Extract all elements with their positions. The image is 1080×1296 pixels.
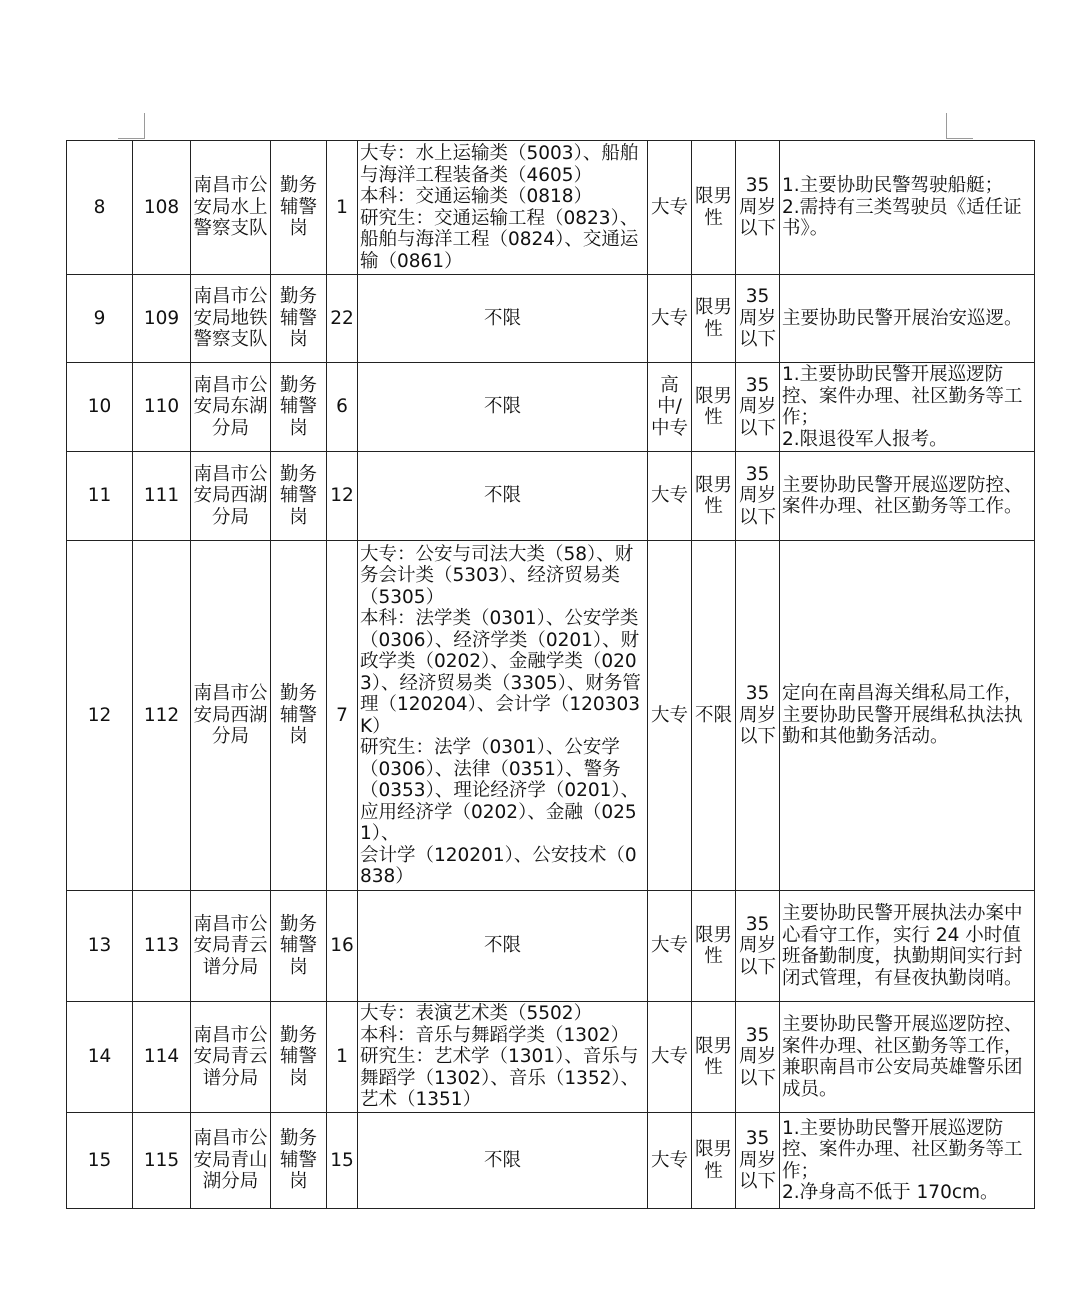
code-cell: 112 [133,541,191,891]
crop-mark-left-h [118,138,144,139]
gender-cell: 限男性 [692,452,736,541]
gender-cell: 限男性 [692,275,736,363]
remark-line: 主要协助民警开展执法办案中心看守工作，实行 24 小时值班备勤制度，执勤期间实行封闭式管理，有昼夜执勤岗哨。 [782,903,1023,989]
edu-cell: 大专 [648,1113,692,1209]
code-cell: 114 [133,1002,191,1113]
remark-line: 主要协助民警开展巡逻防控、案件办理、社区勤务等工作。 [782,474,1023,517]
age-cell: 35周岁以下 [736,141,780,275]
unit-cell: 南昌市公安局西湖分局 [191,541,271,891]
major-cell [358,141,648,275]
age-cell: 35周岁以下 [736,363,780,452]
gender-cell: 限男性 [692,141,736,275]
unit-cell: 南昌市公安局水上警察支队 [191,141,271,275]
major-line: 研究生：艺术学（1301）、音乐与舞蹈学（1302）、音乐（1352）、艺术（1351） [360,1046,640,1111]
major-cell [358,363,648,452]
major-line: 大专：公安与司法大类（58）、财务会计类（5303）、经济贸易类（5305） [360,543,634,608]
table-row [67,275,1035,363]
remark-line: 定向在南昌海关缉私局工作，主要协助民警开展缉私执法执勤和其他勤务活动。 [782,683,1023,748]
count-cell: 12 [327,452,358,541]
major-cell [358,1113,648,1209]
gender-cell: 不限 [692,541,736,891]
seq-cell: 13 [67,891,133,1002]
code-cell: 115 [133,1113,191,1209]
age-cell: 35周岁以下 [736,1002,780,1113]
count-cell: 22 [327,275,358,363]
remark-cell [780,452,1035,541]
unit-cell: 南昌市公安局青云谱分局 [191,891,271,1002]
major-cell [358,275,648,363]
post-cell: 勤务辅警岗 [271,452,327,541]
remark-line: 1.主要协助民警开展巡逻防控、案件办理、社区勤务等工作； [782,1117,1023,1182]
major-line: 不限 [483,1149,521,1171]
major-line: 大专：水上运输类（5003）、船舶与海洋工程装备类（4605） [360,143,639,186]
seq-cell: 11 [67,452,133,541]
table-row [67,452,1035,541]
remark-cell [780,891,1035,1002]
post-cell: 勤务辅警岗 [271,275,327,363]
count-cell: 16 [327,891,358,1002]
crop-mark-right [946,113,947,139]
edu-cell: 大专 [648,1002,692,1113]
remark-line: 主要协助民警开展巡逻防控、案件办理、社区勤务等工作，兼职南昌市公安局英雄警乐团成员。 [782,1014,1023,1100]
remark-line: 1.主要协助民警驾驶船艇； [782,175,1004,197]
code-cell: 110 [133,363,191,452]
crop-mark-left [144,113,145,139]
major-line: 研究生：法学（0301）、公安学（0306）、法律（0351）、警务（0353）、理论经济学（0201）、应用经济学（0202）、金融（0251）、 [360,737,640,844]
major-line: 研究生：交通运输工程（0823）、船舶与海洋工程（0824）、交通运输（0861） [360,207,639,272]
major-cell [358,891,648,1002]
age-cell: 35周岁以下 [736,541,780,891]
edu-cell: 大专 [648,275,692,363]
table-row [67,1002,1035,1113]
gender-cell: 限男性 [692,1113,736,1209]
age-cell: 35周岁以下 [736,452,780,541]
major-line: 不限 [483,935,521,957]
major-line: 本科：法学类（0301）、公安学类（0306）、经济学类（0201）、财政学类（0202）、金融学类（0203）、经济贸易类（3305）、财务管理（120204）、会计学（120303K） [360,608,641,737]
count-cell: 15 [327,1113,358,1209]
major-line: 不限 [483,307,521,329]
gender-cell: 限男性 [692,363,736,452]
edu-cell: 大专 [648,452,692,541]
edu-cell: 大专 [648,891,692,1002]
count-cell: 6 [327,363,358,452]
remark-cell [780,141,1035,275]
remark-cell [780,275,1035,363]
remark-line: 2.净身高不低于 170cm。 [782,1182,999,1203]
crop-mark-right-h [947,138,973,139]
code-cell: 108 [133,141,191,275]
remark-cell [780,1002,1035,1113]
age-cell: 35周岁以下 [736,891,780,1002]
seq-cell: 9 [67,275,133,363]
seq-cell: 14 [67,1002,133,1113]
code-cell: 111 [133,452,191,541]
remark-line: 2.需持有三类驾驶员《适任证书》。 [782,196,1022,240]
table-row [67,363,1035,452]
unit-cell: 南昌市公安局青山湖分局 [191,1113,271,1209]
post-cell: 勤务辅警岗 [271,363,327,452]
edu-cell: 大专 [648,141,692,275]
edu-cell: 大专 [648,541,692,891]
seq-cell: 8 [67,141,133,275]
major-cell [358,452,648,541]
age-cell: 35周岁以下 [736,1113,780,1209]
remark-line: 2.限退役军人报考。 [782,428,948,450]
remark-cell [780,1113,1035,1209]
count-cell: 7 [327,541,358,891]
code-cell: 109 [133,275,191,363]
major-cell [358,541,648,891]
count-cell: 1 [327,1002,358,1113]
post-cell: 勤务辅警岗 [271,891,327,1002]
seq-cell: 12 [67,541,133,891]
table-row [67,891,1035,1002]
recruitment-table [66,140,1035,1209]
post-cell: 勤务辅警岗 [271,141,327,275]
unit-cell: 南昌市公安局东湖分局 [191,363,271,452]
major-cell [358,1002,648,1113]
major-line: 本科：交通运输类（0818） [360,186,593,207]
table-row [67,1113,1035,1209]
table-row [67,141,1035,275]
unit-cell: 南昌市公安局西湖分局 [191,452,271,541]
table-row [67,541,1035,891]
edu-cell: 高中/中专 [648,363,692,452]
remark-cell [780,363,1035,452]
remark-line: 主要协助民警开展治安巡逻。 [782,307,1023,329]
post-cell: 勤务辅警岗 [271,1002,327,1113]
major-line: 不限 [483,485,521,507]
seq-cell: 15 [67,1113,133,1209]
unit-cell: 南昌市公安局青云谱分局 [191,1002,271,1113]
unit-cell: 南昌市公安局地铁警察支队 [191,275,271,363]
post-cell: 勤务辅警岗 [271,541,327,891]
remark-cell [780,541,1035,891]
major-line: 不限 [483,396,521,418]
count-cell: 1 [327,141,358,275]
major-line: 会计学（120201）、公安技术（0838） [360,844,637,887]
gender-cell: 限男性 [692,891,736,1002]
post-cell: 勤务辅警岗 [271,1113,327,1209]
seq-cell: 10 [67,363,133,452]
major-line: 本科：音乐与舞蹈学类（1302） [360,1024,630,1046]
remark-line: 1.主要协助民警开展巡逻防控、案件办理、社区勤务等工作； [782,364,1023,428]
gender-cell: 限男性 [692,1002,736,1113]
major-line: 大专：表演艺术类（5502） [360,1003,593,1025]
age-cell: 35周岁以下 [736,275,780,363]
code-cell: 113 [133,891,191,1002]
